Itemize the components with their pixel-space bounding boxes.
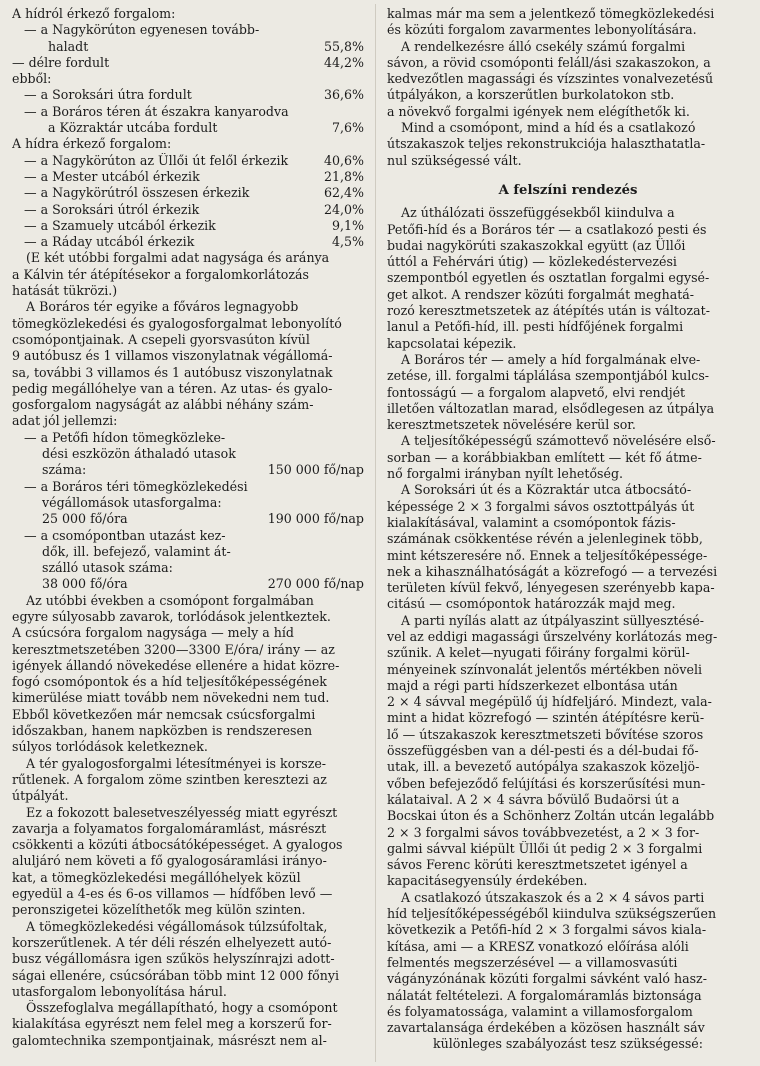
paragraph-line: kalmas már ma sem a jelentkező tömegközlekedési <box>387 6 715 21</box>
paragraph-line: egyre súlyosabb zavarok, torlódások jelentkeztek. <box>12 608 331 624</box>
stat-row <box>12 55 364 71</box>
paragraph-line: lanul a Petőfi-híd, ill. pesti hídfőjének forgalmi <box>387 319 684 335</box>
stat-row <box>12 202 364 218</box>
paragraph-line: pedig megállóhelye van a téren. Az utas- és gyalo- <box>12 380 333 396</box>
paragraph-line: A Boráros tér egyike a főváros legnagyobb <box>26 299 299 315</box>
paragraph-line: felmentés megszerzésével — a villamosvasúti <box>387 954 678 970</box>
stat-value: 24,0% <box>323 201 364 217</box>
paragraph-line: kialakítása egyrészt nem felel meg a korszerű for- <box>12 1016 332 1032</box>
passenger-stat-value: 190 000 fő/nap <box>267 511 364 527</box>
stat-label: ebből: <box>12 71 52 87</box>
paragraph-line: utak, ill. a bevezető autópálya szakaszok közeljö- <box>387 759 700 775</box>
paragraph-line: kapcsolatai képezik. <box>387 335 517 351</box>
paragraph-line: kimerülése miatt tovább nem növekedni nem tud. <box>12 690 330 706</box>
paragraph-line: útpályákon, a korszerűtlen burkolatokon stb. <box>387 87 675 103</box>
paragraph-line: vőben befejeződő felújítási és korszerűsítési mun- <box>387 775 706 791</box>
note-line: a Kálvin tér átépítésekor a forgalomkorlátozás <box>12 266 309 282</box>
paragraph-line: korszerűtlenek. A tér déli részén elhelyezett autó- <box>12 934 332 950</box>
paragraph-line: 2 × 4 sávval megépülő új hídfeljáró. Mindezt, vala- <box>387 694 712 710</box>
paragraph-line: kat, a tömegközlekedési megállóhelyek közül <box>12 869 301 885</box>
paragraph-line: galmi sávval kiépült Üllői út pedig 2 × 3 forgalmi <box>387 840 703 856</box>
paragraph-line: különleges szabályozást tesz szükségessé: <box>432 1036 703 1052</box>
stat-label: haladt <box>48 38 89 54</box>
traffic-to-bridge-title: A hídra érkező forgalom: <box>12 136 172 152</box>
paragraph-line: vel az eddigi magassági űrszelvény korlátozás meg- <box>387 628 718 644</box>
right-column <box>387 6 749 1053</box>
paragraph-line: get alkot. A rendszer közúti forgalmát meghatá- <box>387 286 695 302</box>
paragraph-line: nek a kihasználhatóságát a közrefogó — a tervezési <box>387 563 718 579</box>
paragraph-line: útszakaszok teljes rekonstrukciója halaszthatatla- <box>387 136 706 152</box>
stat-label: a Közraktár utcába fordult <box>48 120 218 136</box>
paragraph-line: egyedül a 4-es és 6-os villamos — hídfőben levő — <box>12 886 333 902</box>
paragraph-line: A rendelkezésre álló csekély számú forgalmi <box>401 38 686 54</box>
paragraph-line: kítása, ami — a KRESZ vonatkozó előírása alóli <box>387 938 689 954</box>
stat-value: 44,2% <box>323 54 364 70</box>
stat-label: — a Soroksári útra fordult <box>24 87 192 103</box>
paragraph-line: területen kívül fekvő, lényegesen szerényebb kapa- <box>387 580 715 596</box>
paragraph-line: Bocskai úton és a Schönherz Zoltán utcán legalább <box>387 808 715 824</box>
paragraph-line: ságai ellenére, csúcsórában több mint 12 000 főnyi <box>12 967 339 983</box>
paragraph-line: zetése, ill. forgalmi táplálása szempontjából kulcs- <box>387 368 710 384</box>
paragraph-line: A Soroksári út és a Közraktár utca átbocsátó- <box>401 482 692 498</box>
stat-label: — a Mester utcából érkezik <box>24 168 200 184</box>
paragraph-line: időszakban, hanem napközben is rendszeresen <box>12 723 313 739</box>
traffic-from-bridge-title: A hídról érkező forgalom: <box>12 6 176 21</box>
paragraph-line: igények állandó növekedése ellenére a hidat közre- <box>12 657 340 673</box>
paragraph-line: 2 × 3 forgalmi sávos továbbvezetést, a 2 × 3 for- <box>387 824 700 840</box>
paragraph-line: Ebből következően már nemcsak csúcsforgalmi <box>12 706 316 722</box>
paragraph-line: utasforgalom lebonyolítása hárul. <box>12 983 227 999</box>
passenger-stat-line: — a Petőfi hídon tömegközleke- <box>24 429 226 445</box>
paragraph-line: gosforgalom nagyságát az alábbi néhány szám- <box>12 397 314 413</box>
paragraph-line: csökkenti a közúti átbocsátóképességet. A gyalogos <box>12 837 343 853</box>
paragraph-line: sa, további 3 villamos és 1 autóbusz viszonylatnak <box>12 364 333 380</box>
passenger-stat-label: száma: <box>42 462 87 478</box>
paragraph-line: A teljesítőképességű számottevő növelésére első- <box>401 433 716 449</box>
paragraph-line: fogó csomópontok és a híd teljesítőképességének <box>12 674 327 690</box>
paragraph-line: következik a Petőfi-híd 2 × 3 forgalmi sávos kiala- <box>387 922 707 938</box>
stat-value: 4,5% <box>332 234 364 250</box>
stat-label: — a Szamuely utcából érkezik <box>24 217 216 233</box>
paragraph-line: rűtlenek. A forgalom zöme szintben keresztezi az <box>12 771 327 787</box>
passenger-stat-line: — a csomópontban utazást kez- <box>24 527 226 543</box>
passenger-stat-label: 25 000 fő/óra <box>42 511 128 527</box>
paragraph-line: kapacitásegyensúly érdekében. <box>387 873 588 889</box>
passenger-stat-line: végállomások utasforgalma: <box>42 494 222 510</box>
paragraph-line: Petőfi-híd és a Boráros tér — a csatlakozó pesti és <box>387 221 707 237</box>
paragraph-line: galomtechnika szempontjainak, másrészt nem al- <box>12 1032 327 1048</box>
stat-label: — a Boráros téren át északra kanyarodva <box>24 103 289 119</box>
paragraph-line: adat jól jellemzi: <box>12 413 118 429</box>
paragraph-line: A tér gyalogosforgalmi létesítményei is korsze- <box>26 755 327 771</box>
stat-value: 40,6% <box>323 152 364 168</box>
passenger-stat-label: 38 000 fő/óra <box>42 576 128 592</box>
paragraph-line: súlyos torlódások keletkeznek. <box>12 739 208 755</box>
stat-value: 55,8% <box>323 38 364 54</box>
paragraph-line: zavartalansága érdekében a közösen használt sáv <box>387 1020 705 1036</box>
note-line: (E két utóbbi forgalmi adat nagysága és aránya <box>26 250 330 266</box>
paragraph-line: majd a régi parti hídszerkezet elbontása után <box>387 677 678 693</box>
passenger-stat-line: — a Boráros téri tömegközlekedési <box>24 478 248 494</box>
paragraph-line: illetően változatlan marad, elsődlegesen az útpálya <box>387 400 715 416</box>
paragraph-line: számának csökkentése révén a jelenleginek több, <box>387 531 703 547</box>
paragraph-line: aluljáró nem követi a fő gyalogosáramlási irányo- <box>12 853 327 869</box>
section-heading: A felszíni rendezés <box>498 182 638 198</box>
paragraph-line: és folyamatossága, valamint a villamosforgalom <box>387 1003 693 1019</box>
paragraph-line: ményeinek színvonalát jelentős mértékben növeli <box>387 661 703 677</box>
stat-row <box>12 234 364 250</box>
passenger-stat-value: 150 000 fő/nap <box>267 462 364 478</box>
paragraph-line: vágányzónának közúti forgalmi sávként való hasz- <box>387 971 707 987</box>
stat-label: — a Nagykörúton az Üllői út felől érkezik <box>24 152 289 168</box>
passenger-stat-line: szálló utasok száma: <box>42 560 173 576</box>
paragraph-line: nul szükségessé vált. <box>387 152 522 168</box>
paragraph-line: összefüggésben van a dél-pesti és a dél-budai fő- <box>387 743 699 759</box>
paragraph-line: zavarja a folyamatos forgalomáramlást, másrészt <box>12 820 327 836</box>
stat-value: 21,8% <box>323 168 364 184</box>
paragraph-line: sávon, a rövid csomóponti feláll/ási szakaszokon, a <box>387 54 711 70</box>
paragraph-line: keresztmetszetek növelésére kerül sor. <box>387 417 636 433</box>
paragraph-line: úttól a Fehérvári útig) — közlekedéstervezési <box>387 254 677 270</box>
paragraph-line: híd teljesítőképességéből kiindulva szükségszerűen <box>387 906 717 922</box>
stat-line: — a Nagykörúton egyenesen tovább- <box>24 22 260 38</box>
stat-row <box>12 169 364 185</box>
paragraph-line: A csúcsóra forgalom nagysága — mely a híd <box>12 625 294 641</box>
paragraph-line: keresztmetszetében 3200—3300 E/óra/ irány — az <box>12 641 335 657</box>
paragraph-line: útpályát. <box>12 788 69 804</box>
paragraph-line: Az úthálózati összefüggésekből kiindulva a <box>401 205 675 221</box>
paragraph-line: Összefoglalva megállapítható, hogy a csomópont <box>26 1000 338 1016</box>
paragraph-line: A csatlakozó útszakaszok és a 2 × 4 sávos parti <box>401 889 705 905</box>
paragraph-line: fontosságú — a forgalom alapvető, elvi rendjét <box>387 384 686 400</box>
paragraph-line: lő — útszakaszok keresztmetszeti bővítése szoros <box>387 726 704 742</box>
paragraph-line: A Boráros tér — amely a híd forgalmának elve- <box>401 351 701 367</box>
paragraph-line: nő forgalmi irányban nyílt lehetőség. <box>387 466 624 482</box>
passenger-stat-line: dési eszközön áthaladó utasok <box>42 446 236 462</box>
paragraph-line: mint kétszeresére nő. Ennek a teljesítőképessége- <box>387 547 708 563</box>
paragraph-line: kedvezőtlen magassági és vízszintes vonalvezetésű <box>387 71 714 87</box>
stat-label: — délre fordult <box>12 54 110 70</box>
paragraph-line: sávos Ferenc körúti keresztmetszetet igényel a <box>387 857 688 873</box>
paragraph-line: A parti nyílás alatt az útpályaszint süllyesztésé- <box>401 612 705 628</box>
stat-label: — a Ráday utcából érkezik <box>24 234 195 250</box>
stat-value: 9,1% <box>332 217 364 233</box>
paragraph-line: és közúti forgalom zavarmentes lebonyolítására. <box>387 22 697 38</box>
paragraph-line: mint a hidat közrefogó — szintén átépítésre kerü- <box>387 710 705 726</box>
passenger-stat-value: 270 000 fő/nap <box>267 576 364 592</box>
stat-value: 7,6% <box>332 120 364 136</box>
paragraph-line: Mind a csomópont, mind a híd és a csatlakozó <box>401 120 696 136</box>
stat-label: — a Soroksári útról érkezik <box>24 201 200 217</box>
left-column <box>12 6 364 1049</box>
paragraph-line: budai nagykörúti szakaszokkal együtt (az Üllői <box>387 237 686 253</box>
passenger-stat-row <box>12 511 364 527</box>
passenger-stat-row <box>12 462 364 478</box>
paragraph-line: rozó keresztmetszetek az átépítés után is változat- <box>387 303 710 319</box>
column-divider <box>375 4 376 1062</box>
note-line: hatását tükrözi.) <box>12 283 118 299</box>
stat-value: 36,6% <box>323 87 364 103</box>
stat-row <box>12 218 364 234</box>
passenger-stat-line: dők, ill. befejező, valamint át- <box>42 543 231 559</box>
paragraph-line: sorban — a korábbiakban említett — két fő átme- <box>387 449 702 465</box>
paragraph-line: szempontból egyetlen és osztatlan forgalmi egysé- <box>387 270 710 286</box>
paragraph-line: A tömegközlekedési végállomások túlzsúfoltak, <box>26 918 328 934</box>
stat-row <box>12 153 364 169</box>
stat-row <box>12 120 364 136</box>
paragraph-line: Ez a fokozott balesetveszélyesség miatt egyrészt <box>26 804 338 820</box>
paragraph-line: kálataival. A 2 × 4 sávra bővülő Budaörsi út a <box>387 791 680 807</box>
paragraph-line: nálatát feltételezi. A forgalomáramlás biztonsága <box>387 987 702 1003</box>
paragraph-line: tömegközlekedési és gyalogosforgalmat lebonyolító <box>12 315 342 331</box>
stat-label: — a Nagykörútról összesen érkezik <box>24 185 250 201</box>
stat-value: 62,4% <box>323 185 364 201</box>
paragraph-line: busz végállomásra igen szűkös helyszínrajzi adott- <box>12 951 335 967</box>
stat-row <box>12 185 364 201</box>
paragraph-line: citású — csomópontok határozzák majd meg. <box>387 596 676 612</box>
paragraph-line: 9 autóbusz és 1 villamos viszonylatnak végállomá- <box>12 348 333 364</box>
paragraph-line: kialakításával, valamint a csomópontok fázis- <box>387 514 676 530</box>
paragraph-line: Az utóbbi években a csomópont forgalmában <box>26 592 314 608</box>
paragraph-line: a növekvő forgalmi igények nem elégíthetők ki. <box>387 103 690 119</box>
stat-row <box>12 87 364 103</box>
paragraph-line: csomópontjainak. A csepeli gyorsvasúton kívül <box>12 331 310 347</box>
paragraph-line: képessége 2 × 3 forgalmi sávos osztottpályás út <box>387 498 695 514</box>
paragraph-line: szűnik. A kelet—nyugati főirány forgalmi körül- <box>387 645 690 661</box>
stat-row <box>12 39 364 55</box>
paragraph-line: peronszigetei közelíthetők meg külön szinten. <box>12 902 306 918</box>
passenger-stat-row <box>12 576 364 592</box>
